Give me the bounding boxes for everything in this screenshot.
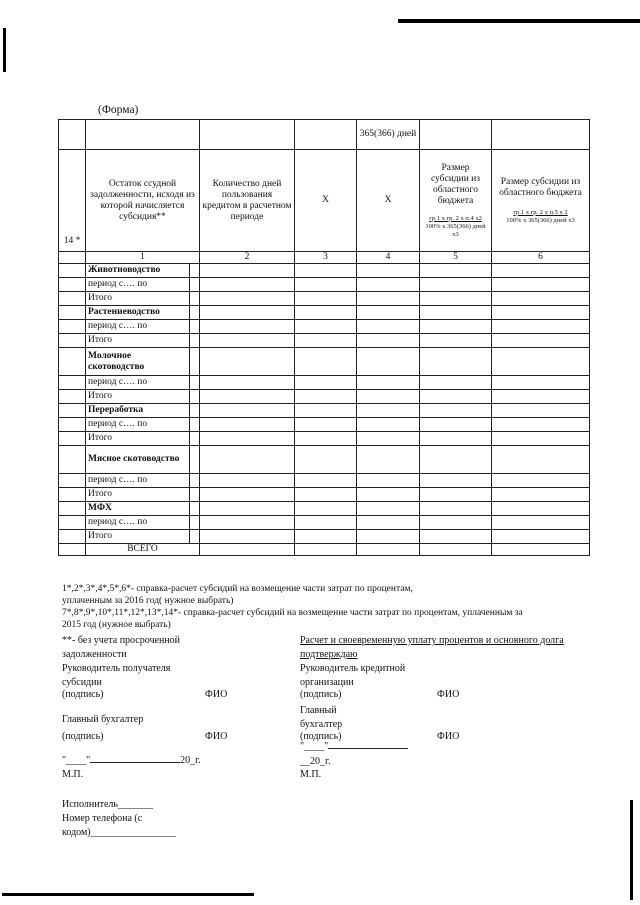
table-body — [59, 264, 590, 544]
table-cell — [420, 418, 492, 432]
total-row — [59, 544, 590, 556]
scan-mark-right — [630, 800, 633, 900]
table-cell — [59, 334, 86, 348]
row-label: период с…. по — [86, 516, 190, 530]
table-cell — [492, 334, 590, 348]
header-col5-title: Размер субсидии из областного бюджета — [430, 162, 481, 206]
table-row — [59, 376, 590, 390]
row-label: Итого — [86, 390, 190, 404]
table-cell — [492, 376, 590, 390]
table-cell — [200, 334, 295, 348]
table-cell — [190, 418, 200, 432]
table-cell — [59, 306, 86, 320]
table-cell — [59, 278, 86, 292]
row-label: МФХ — [86, 502, 190, 516]
table-row — [59, 516, 590, 530]
table-cell — [59, 404, 86, 418]
table-cell — [420, 516, 492, 530]
table-cell — [200, 306, 295, 320]
header-col6-formula-bottom: 100% х 365(366) дней х3 — [506, 216, 575, 224]
table-cell — [190, 404, 200, 418]
table-cell — [420, 502, 492, 516]
table-cell — [59, 432, 86, 446]
table-cell — [200, 516, 295, 530]
table-cell — [200, 404, 295, 418]
table-top-row — [59, 120, 590, 150]
table-cell — [492, 502, 590, 516]
table-cell — [190, 530, 200, 544]
table-cell — [357, 334, 420, 348]
table-cell — [200, 348, 295, 376]
row-label: Животноводство — [86, 264, 190, 278]
table-cell — [357, 306, 420, 320]
table-cell — [200, 474, 295, 488]
row-label: Итого — [86, 488, 190, 502]
table-cell — [295, 292, 357, 306]
table-cell — [295, 376, 357, 390]
table-cell — [190, 390, 200, 404]
row-label: Мясное скотоводство — [86, 446, 190, 474]
table-cell — [492, 278, 590, 292]
table-cell — [190, 292, 200, 306]
table-cell — [200, 530, 295, 544]
col-number: 6 — [492, 252, 590, 264]
table-cell — [420, 530, 492, 544]
table-cell — [357, 390, 420, 404]
table-cell — [295, 348, 357, 376]
table-cell — [357, 530, 420, 544]
right-date-day: "____" — [300, 741, 329, 752]
table-cell — [59, 502, 86, 516]
row-label: Итого — [86, 334, 190, 348]
note-line: уплаченным за 2016 год( нужное выбрать) — [62, 596, 234, 606]
table-cell — [295, 488, 357, 502]
col-number: 1 — [86, 252, 200, 264]
table-cell — [295, 432, 357, 446]
left-accountant: Главный бухгалтер — [62, 714, 144, 725]
row-label: Молочное скотоводство — [86, 348, 190, 376]
col-number: 5 — [420, 252, 492, 264]
table-cell — [200, 488, 295, 502]
phone: Номер телефона (с кодом)_________________ — [62, 813, 176, 838]
table-cell — [492, 292, 590, 306]
table-cell — [357, 502, 420, 516]
table-cell — [357, 348, 420, 376]
row-label: Итого — [86, 432, 190, 446]
table-cell — [492, 446, 590, 474]
table-cell — [190, 264, 200, 278]
table-cell — [200, 432, 295, 446]
col-number: 2 — [200, 252, 295, 264]
table-cell — [200, 376, 295, 390]
table-cell — [357, 264, 420, 278]
table-cell — [59, 348, 86, 376]
header-col3: Х — [295, 150, 357, 252]
right-confirm: Расчет и своевременную уплату процентов и основного долга подтверждаю — [300, 635, 564, 660]
table-cell — [420, 278, 492, 292]
table-cell — [492, 516, 590, 530]
table-cell — [357, 376, 420, 390]
table-cell — [295, 306, 357, 320]
table-cell — [190, 502, 200, 516]
header-col6 — [492, 150, 590, 252]
table-cell — [190, 432, 200, 446]
table-cell — [190, 306, 200, 320]
table-cell — [295, 502, 357, 516]
right-head: Руководитель кредитной организации — [300, 663, 406, 688]
table-cell — [190, 474, 200, 488]
table-row — [59, 446, 590, 474]
left-date — [62, 754, 201, 768]
header-col6-title: Размер субсидии из областного бюджета — [499, 176, 582, 198]
table-row — [59, 404, 590, 418]
row-marker: 14 * — [59, 150, 86, 252]
scan-mark-left — [3, 28, 6, 72]
table-cell — [492, 432, 590, 446]
left-stamp: М.П. — [62, 769, 84, 780]
table-cell — [295, 418, 357, 432]
note-line: 1*,2*,3*,4*,5*,6*- справка-расчет субсидий на возмещение части затрат по процентам, — [62, 584, 413, 594]
left-date-day: "____" — [62, 755, 91, 766]
scan-mark-bottom — [2, 893, 254, 896]
row-label: Растениеводство — [86, 306, 190, 320]
table-row — [59, 306, 590, 320]
table-cell — [59, 390, 86, 404]
header-col5 — [420, 150, 492, 252]
table-row — [59, 264, 590, 278]
table-cell — [420, 264, 492, 278]
table-row — [59, 292, 590, 306]
table-cell — [492, 264, 590, 278]
table-cell — [357, 278, 420, 292]
table-cell — [200, 264, 295, 278]
table-cell — [420, 348, 492, 376]
table-cell — [59, 320, 86, 334]
table-cell — [59, 516, 86, 530]
table-cell — [295, 390, 357, 404]
table-cell — [492, 390, 590, 404]
table-cell — [295, 530, 357, 544]
right-sign: (подпись) — [300, 689, 342, 700]
table-cell — [190, 488, 200, 502]
form-label: (Форма) — [98, 104, 139, 116]
col-number: 3 — [295, 252, 357, 264]
table-row — [59, 502, 590, 516]
table-cell — [492, 404, 590, 418]
table-row — [59, 432, 590, 446]
scan-mark-top — [398, 19, 640, 23]
table-cell — [357, 292, 420, 306]
table-cell — [420, 376, 492, 390]
table-cell — [420, 334, 492, 348]
table-cell — [357, 516, 420, 530]
row-label: Итого — [86, 530, 190, 544]
table-cell — [200, 278, 295, 292]
table-cell — [420, 390, 492, 404]
table-cell — [357, 446, 420, 474]
table-cell — [190, 334, 200, 348]
header-col1: Остаток ссудной задолженности, исходя из которой начисляется субсидия** — [86, 150, 200, 252]
row-label: период с…. по — [86, 320, 190, 334]
left-note: **- без учета просроченной задолженности — [62, 635, 180, 660]
table-cell — [492, 320, 590, 334]
table-cell — [295, 446, 357, 474]
table-cell — [420, 306, 492, 320]
right-fio2: ФИО — [437, 731, 460, 742]
table-row — [59, 390, 590, 404]
table-cell — [59, 530, 86, 544]
row-label: период с…. по — [86, 418, 190, 432]
table-cell — [420, 432, 492, 446]
table-cell — [357, 320, 420, 334]
right-date-day-row — [300, 740, 408, 754]
row-label: период с…. по — [86, 474, 190, 488]
table-cell — [59, 376, 86, 390]
total-label: ВСЕГО — [86, 544, 200, 556]
table-cell — [190, 278, 200, 292]
table-cell — [59, 418, 86, 432]
row-label: период с…. по — [86, 376, 190, 390]
column-numbers-row — [59, 252, 590, 264]
table-cell — [357, 474, 420, 488]
table-cell — [59, 446, 86, 474]
table-cell — [295, 516, 357, 530]
table-cell — [420, 488, 492, 502]
table-cell — [200, 292, 295, 306]
notes-block — [62, 583, 622, 631]
table-cell — [200, 418, 295, 432]
note-line: 2015 год (нужное выбрать) — [62, 620, 171, 630]
table-cell — [295, 474, 357, 488]
table-cell — [200, 446, 295, 474]
header-col4: Х — [357, 150, 420, 252]
table-row — [59, 334, 590, 348]
note-line: 7*,8*,9*,10*,11*,12*,13*,14*- справка-расчет субсидий на возмещение части затрат по процентам, уплаченным за — [62, 608, 523, 618]
left-fio: ФИО — [205, 689, 228, 700]
table-cell — [200, 502, 295, 516]
table-cell — [492, 530, 590, 544]
header-col5-formula-top: гр.1 х гр. 2 х п.4 х2 — [429, 214, 482, 222]
left-fio2: ФИО — [205, 731, 228, 742]
subsidy-table — [58, 119, 590, 556]
table-cell — [190, 516, 200, 530]
executor: Исполнитель_______ — [62, 799, 153, 810]
table-row — [59, 530, 590, 544]
table-row — [59, 348, 590, 376]
header-col5-formula-bottom: 100% х 365(366) дней х3 — [425, 222, 486, 238]
table-cell — [357, 488, 420, 502]
table-row — [59, 474, 590, 488]
table-cell — [357, 404, 420, 418]
table-row — [59, 320, 590, 334]
right-date-year: __20_г. — [300, 756, 331, 767]
table-cell — [190, 348, 200, 376]
table-cell — [420, 404, 492, 418]
left-head: Руководитель получателя субсидии — [62, 663, 171, 688]
right-sign2: (подпись) — [300, 731, 342, 742]
table-cell — [357, 418, 420, 432]
table-cell — [59, 474, 86, 488]
table-cell — [190, 376, 200, 390]
table-cell — [295, 264, 357, 278]
table-cell — [420, 446, 492, 474]
table-cell — [200, 320, 295, 334]
table-cell — [492, 418, 590, 432]
top-days-cell: 365(366) дней — [357, 120, 420, 150]
col-number: 4 — [357, 252, 420, 264]
table-cell — [420, 292, 492, 306]
table-cell — [190, 446, 200, 474]
table-row — [59, 488, 590, 502]
table-cell — [295, 404, 357, 418]
row-label: период с…. по — [86, 278, 190, 292]
table-cell — [492, 348, 590, 376]
left-date-year: 20_г. — [180, 755, 201, 766]
table-cell — [200, 390, 295, 404]
row-label: Итого — [86, 292, 190, 306]
table-cell — [357, 432, 420, 446]
table-cell — [59, 292, 86, 306]
table-cell — [492, 474, 590, 488]
table-cell — [59, 488, 86, 502]
table-header-row — [59, 150, 590, 252]
right-stamp: М.П. — [300, 769, 322, 780]
table-row — [59, 278, 590, 292]
header-col2: Количество дней пользования кредитом в расчетном периоде — [200, 150, 295, 252]
table-cell — [295, 334, 357, 348]
row-label: Переработка — [86, 404, 190, 418]
left-sign: (подпись) — [62, 689, 104, 700]
table-cell — [59, 264, 86, 278]
left-sign2: (подпись) — [62, 731, 104, 742]
table-cell — [295, 320, 357, 334]
table-cell — [190, 320, 200, 334]
table-cell — [420, 320, 492, 334]
table-cell — [420, 474, 492, 488]
table-cell — [295, 278, 357, 292]
table-cell — [492, 306, 590, 320]
right-fio: ФИО — [437, 689, 460, 700]
right-accountant: Главный бухгалтер — [300, 705, 343, 730]
header-col6-formula-top: гр.1 х гр. 2 х п.5 х 2 — [513, 208, 568, 216]
table-row — [59, 418, 590, 432]
table-cell — [492, 488, 590, 502]
